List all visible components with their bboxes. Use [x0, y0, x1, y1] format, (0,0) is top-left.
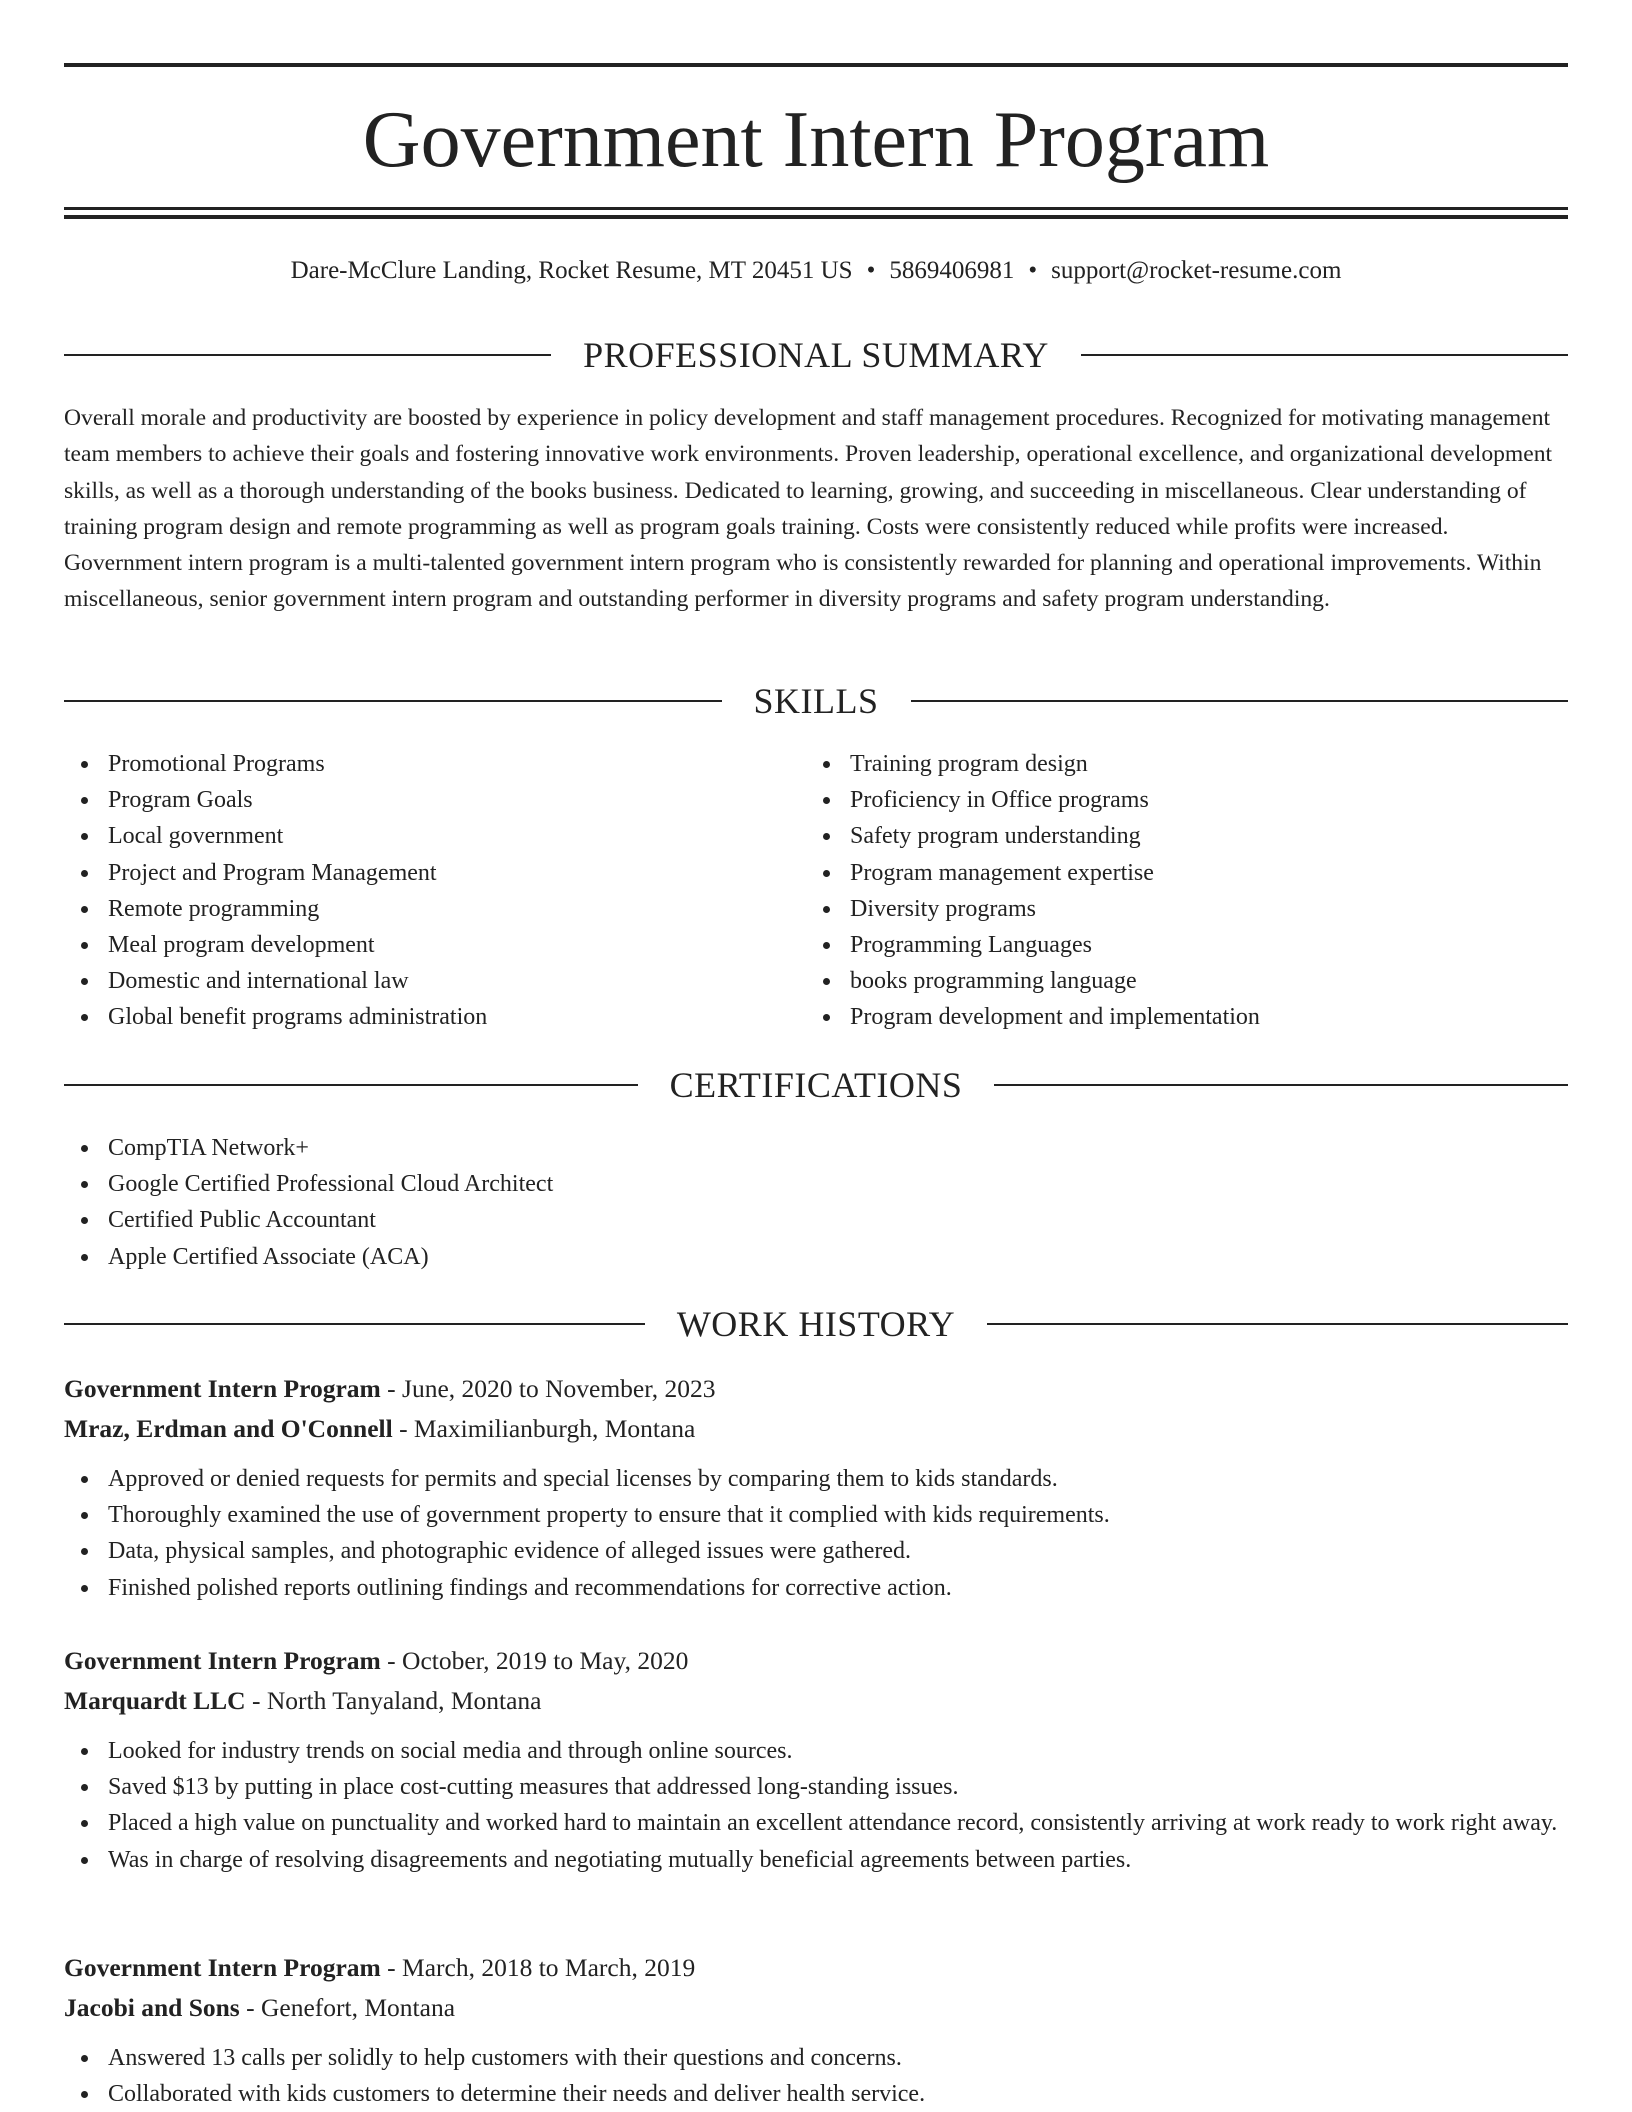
job-company: Mraz, Erdman and O'Connell: [64, 1414, 393, 1443]
contact-line: [64, 254, 1568, 288]
certifications-section-header: [64, 1063, 1568, 1107]
job-title-line: [64, 1369, 1568, 1409]
header-top-rule: [64, 63, 1568, 67]
skills-column-left: [64, 746, 804, 1036]
job-location: - Maximilianburgh, Montana: [392, 1414, 696, 1443]
skills-list: [64, 746, 804, 1036]
contact-separator: •: [866, 257, 876, 284]
job-dates: - June, 2020 to November, 2023: [380, 1374, 716, 1403]
section-title: WORK HISTORY: [676, 1304, 956, 1344]
job-duty-item: Collaborated with kids customers to determine their needs and deliver health service.: [64, 2076, 1568, 2112]
job-duty-item: Placed a high value on punctuality and worked hard to maintain an excellent attendance record, consistently arriving at work ready to work right away.: [64, 1805, 1568, 1841]
job-dates: - October, 2019 to May, 2020: [380, 1646, 689, 1675]
job-company: Marquardt LLC: [64, 1686, 246, 1715]
skill-item: Remote programming: [64, 891, 804, 927]
job-company-line: [64, 1681, 1568, 1721]
section-rule: [1081, 354, 1568, 356]
summary-text: Overall morale and productivity are boosted by experience in policy development and staff management procedures. Recognized for motivating management team members to achieve their goals and fostering innovative work environments. Proven leadership, operational excellence, and organizational development skills, as well as a thorough understanding of the books business. Dedicated to learning, growing, and succeeding in miscellaneous. Clear understanding of training program design and remote programming as well as program goals training. Costs were consistently reduced while profits were increased. Government intern program is a multi-talented government intern program who is consistently rewarded for planning and operational improvements. Within miscellaneous, senior government intern program and outstanding performer in diversity programs and safety program understanding.: [64, 405, 1553, 613]
certification-item: Google Certified Professional Cloud Architect: [64, 1166, 1568, 1202]
certifications-list: [64, 1130, 1568, 1275]
skill-item: Diversity programs: [806, 891, 1568, 927]
skill-item: Domestic and international law: [64, 963, 804, 999]
header-bottom-rule: [64, 207, 1568, 210]
section-rule: [64, 700, 722, 702]
job-company-line: [64, 1988, 1568, 2028]
contact-email: support@rocket-resume.com: [1051, 257, 1342, 284]
section-title: PROFESSIONAL SUMMARY: [583, 335, 1049, 375]
job-title: Government Intern Program: [64, 1646, 381, 1675]
certification-item: Apple Certified Associate (ACA): [64, 1239, 1568, 1275]
skill-item: Programming Languages: [806, 927, 1568, 963]
contact-separator: •: [1028, 257, 1038, 284]
job-title-line: [64, 1641, 1568, 1681]
job-duty-item: Finished polished reports outlining findings and recommendations for corrective action.: [64, 1570, 1568, 1606]
section-rule: [994, 1084, 1568, 1086]
job-title-line: [64, 1948, 1568, 1988]
resume-name: Government Intern Program: [362, 96, 1270, 184]
skill-item: Training program design: [806, 746, 1568, 782]
job-duty-item: Saved $13 by putting in place cost-cutting measures that addressed long-standing issues.: [64, 1769, 1568, 1805]
job-entry: [64, 1948, 1568, 2112]
skill-item: Program management expertise: [806, 855, 1568, 891]
job-duty-item: Looked for industry trends on social media and through online sources.: [64, 1733, 1568, 1769]
skill-item: Local government: [64, 818, 804, 854]
header-bottom-rule-thick: [64, 215, 1568, 219]
skill-item: Meal program development: [64, 927, 804, 963]
skill-item: Program Goals: [64, 782, 804, 818]
certifications-list-wrap: [64, 1130, 1568, 1275]
certification-item: CompTIA Network+: [64, 1130, 1568, 1166]
skill-item: Program development and implementation: [806, 999, 1568, 1035]
job-location: - Genefort, Montana: [239, 1993, 456, 2022]
section-rule: [64, 1084, 638, 1086]
skill-item: Global benefit programs administration: [64, 999, 804, 1035]
job-title: Government Intern Program: [64, 1953, 381, 1982]
job-duties-list: [64, 2040, 1568, 2112]
section-rule: [911, 700, 1569, 702]
section-title: CERTIFICATIONS: [669, 1065, 963, 1105]
job-duties-list: [64, 1461, 1568, 1606]
contact-phone: 5869406981: [889, 257, 1015, 284]
skills-column-right: [806, 746, 1568, 1036]
skills-section-header: [64, 679, 1568, 723]
skill-item: Project and Program Management: [64, 855, 804, 891]
job-location: - North Tanyaland, Montana: [245, 1686, 542, 1715]
skill-item: books programming language: [806, 963, 1568, 999]
work-history-section-header: [64, 1302, 1568, 1346]
certification-item: Certified Public Accountant: [64, 1202, 1568, 1238]
job-title: Government Intern Program: [64, 1374, 381, 1403]
job-entry: [64, 1369, 1568, 1606]
job-duty-item: Thoroughly examined the use of government property to ensure that it complied with kids requirements.: [64, 1497, 1568, 1533]
job-company-line: [64, 1409, 1568, 1449]
job-entry: [64, 1641, 1568, 1878]
skills-list: [806, 746, 1568, 1036]
skill-item: Promotional Programs: [64, 746, 804, 782]
section-rule: [987, 1323, 1568, 1325]
job-dates: - March, 2018 to March, 2019: [380, 1953, 696, 1982]
section-title: SKILLS: [753, 681, 879, 721]
job-duty-item: Data, physical samples, and photographic evidence of alleged issues were gathered.: [64, 1533, 1568, 1569]
job-duty-item: Was in charge of resolving disagreements and negotiating mutually beneficial agreements between parties.: [64, 1842, 1568, 1878]
job-duty-item: Answered 13 calls per solidly to help customers with their questions and concerns.: [64, 2040, 1568, 2076]
section-rule: [64, 354, 551, 356]
contact-address: Dare-McClure Landing, Rocket Resume, MT 20451 US: [290, 257, 853, 284]
job-duties-list: [64, 1733, 1568, 1878]
skill-item: Proficiency in Office programs: [806, 782, 1568, 818]
skill-item: Safety program understanding: [806, 818, 1568, 854]
summary-section-header: [64, 333, 1568, 377]
job-company: Jacobi and Sons: [64, 1993, 240, 2022]
section-rule: [64, 1323, 645, 1325]
job-duty-item: Approved or denied requests for permits and special licenses by comparing them to kids standards.: [64, 1461, 1568, 1497]
